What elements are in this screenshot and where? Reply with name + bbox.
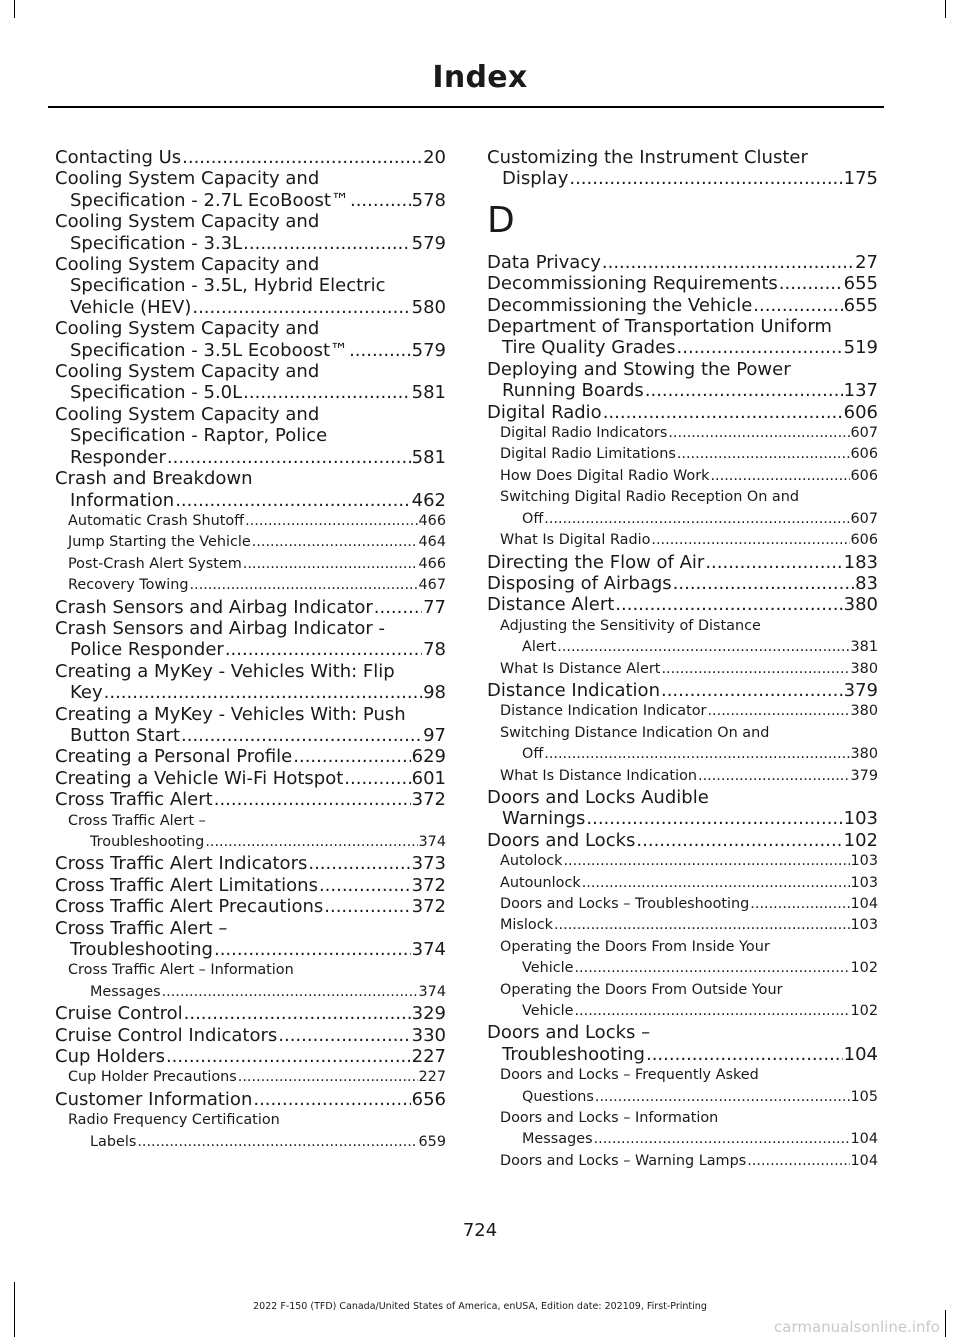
entry-page-number[interactable]: 656: [411, 1088, 446, 1110]
entry-page-number[interactable]: 20: [423, 147, 446, 168]
entry-page-number[interactable]: 98: [423, 682, 446, 704]
dot-leader: [698, 766, 850, 787]
entry-page-number[interactable]: 183: [843, 551, 878, 573]
entry-page-number[interactable]: 105: [850, 1088, 878, 1105]
entry-text: Cup Holder Precautions: [68, 1069, 237, 1086]
index-entry[interactable]: [55, 853, 446, 874]
entry-page-number[interactable]: 466: [418, 555, 446, 572]
watermark: carmanualsonline.info: [774, 1318, 940, 1336]
index-subentry[interactable]: [487, 1151, 878, 1172]
index-entry[interactable]: [487, 594, 878, 615]
dot-leader: [238, 1067, 418, 1088]
entry-text: Information: [70, 489, 175, 511]
entry-text: Off: [522, 510, 544, 527]
dot-leader: [189, 575, 417, 596]
dot-leader: [243, 233, 410, 254]
index-subentry[interactable]: [487, 851, 878, 872]
entry-text: Cross Traffic Alert –: [55, 917, 228, 939]
entry-page-number[interactable]: 578: [411, 189, 446, 211]
entry-text: Responder: [70, 446, 166, 468]
entry-text: Doors and Locks – Troubleshooting: [500, 896, 750, 912]
index-subentry[interactable]: [487, 723, 878, 766]
entry-text: Cross Traffic Alert Indicators: [55, 853, 308, 875]
entry-text: Specification - 2.7L EcoBoost™: [70, 189, 349, 211]
entry-text: Digital Radio Indicators: [500, 425, 668, 442]
entry-text: Operating the Doors From Outside Your: [500, 981, 783, 998]
entry-page-number[interactable]: 374: [418, 983, 446, 1000]
entry-page-number[interactable]: 372: [411, 789, 446, 811]
dot-leader: [544, 744, 849, 765]
index-entry[interactable]: [55, 1089, 446, 1110]
index-entry[interactable]: [487, 147, 878, 190]
entry-text: Doors and Locks –: [487, 1022, 651, 1044]
entry-page-number[interactable]: 379: [843, 679, 878, 701]
entry-page-number[interactable]: 330: [411, 1024, 446, 1046]
entry-page-number[interactable]: 607: [850, 510, 878, 527]
dot-leader: [137, 1132, 417, 1153]
entry-page-number[interactable]: 581: [411, 382, 446, 404]
entry-text: Crash and Breakdown: [55, 468, 253, 490]
index-subentry[interactable]: [55, 511, 446, 532]
index-subentry[interactable]: [487, 1108, 878, 1151]
entry-text: Creating a MyKey - Vehicles With: Push: [55, 703, 406, 725]
entry-text: Button Start: [70, 724, 180, 746]
dot-leader: [677, 337, 843, 358]
index-entry[interactable]: [55, 361, 446, 404]
entry-page-number[interactable]: 655: [843, 294, 878, 316]
index-entry[interactable]: [55, 404, 446, 468]
crop-mark-top-left: [14, 0, 15, 18]
entry-page-number[interactable]: 462: [411, 489, 446, 511]
entry-text: Autolock: [500, 853, 563, 870]
entry-text: Cooling System Capacity and: [55, 211, 320, 233]
index-entry[interactable]: [55, 1003, 446, 1024]
index-subentry[interactable]: [55, 1110, 446, 1153]
index-subentry[interactable]: [487, 616, 878, 659]
dot-leader: [166, 1046, 411, 1067]
index-subentry[interactable]: [487, 915, 878, 936]
entry-text: Switching Distance Indication On and: [500, 724, 770, 741]
dot-leader: [574, 1001, 849, 1022]
entry-text: Decommissioning Requirements: [487, 273, 778, 295]
entry-text: Troubleshooting: [502, 1043, 645, 1065]
index-entry[interactable]: [55, 318, 446, 361]
entry-text: Customizing the Instrument Cluster: [487, 147, 808, 168]
entry-text: Directing the Flow of Air: [487, 551, 705, 573]
index-subentry[interactable]: [55, 575, 446, 596]
index-entry[interactable]: [487, 359, 878, 402]
entry-text: Autounlock: [500, 874, 581, 891]
entry-text: Specification - 3.5L Ecoboost™: [70, 339, 349, 361]
page-title: Index: [432, 60, 528, 95]
dot-leader: [278, 1025, 410, 1046]
entry-text: Crash Sensors and Airbag Indicator: [55, 596, 373, 618]
entry-page-number[interactable]: 102: [850, 960, 878, 977]
dot-leader: [615, 594, 842, 615]
dot-leader: [544, 509, 849, 530]
entry-text: Messages: [522, 1131, 593, 1148]
entry-text: Cross Traffic Alert Precautions: [55, 896, 324, 918]
entry-page-number[interactable]: 380: [850, 746, 878, 763]
entry-text: Tire Quality Grades: [502, 337, 676, 359]
index-entry[interactable]: [55, 918, 446, 961]
dot-leader: [175, 490, 410, 511]
entry-page-number[interactable]: 659: [418, 1133, 446, 1150]
dot-leader: [253, 1089, 410, 1110]
entry-text: Specification - 5.0L: [70, 382, 243, 404]
dot-leader: [214, 789, 411, 810]
entry-page-number[interactable]: 104: [850, 1131, 878, 1148]
index-entry[interactable]: [55, 168, 446, 211]
dot-leader: [557, 637, 849, 658]
dot-leader: [225, 639, 422, 660]
dot-leader: [214, 939, 411, 960]
entry-text: Cup Holders: [55, 1046, 165, 1068]
index-subentry[interactable]: [487, 701, 878, 722]
dot-leader: [192, 297, 410, 318]
index-subentry[interactable]: [55, 554, 446, 575]
dot-leader: [350, 190, 411, 211]
dot-leader: [646, 1044, 843, 1065]
entry-page-number[interactable]: 579: [411, 232, 446, 254]
entry-text: Vehicle: [522, 960, 574, 977]
dot-leader: [779, 273, 843, 294]
entry-page-number[interactable]: 373: [411, 853, 446, 875]
entry-text: Distance Indication: [487, 679, 660, 701]
index-entry[interactable]: [55, 254, 446, 318]
index-entry[interactable]: [55, 875, 446, 896]
entry-page-number[interactable]: 655: [843, 273, 878, 295]
entry-page-number[interactable]: 579: [411, 339, 446, 361]
entry-text: Running Boards: [502, 380, 644, 402]
entry-page-number[interactable]: 104: [843, 1043, 878, 1065]
dot-leader: [104, 682, 422, 703]
entry-text: Alert: [522, 639, 557, 656]
entry-text: Deploying and Stowing the Power: [487, 358, 791, 380]
index-subentry[interactable]: [487, 766, 878, 787]
index-entry[interactable]: [55, 211, 446, 254]
entry-text: Cooling System Capacity and: [55, 318, 320, 340]
entry-text: Display: [502, 168, 569, 190]
entry-text: Crash Sensors and Airbag Indicator -: [55, 617, 385, 639]
entry-text: Doors and Locks – Information: [500, 1110, 719, 1127]
entry-text: What Is Distance Alert: [500, 660, 661, 677]
index-subentry[interactable]: [487, 980, 878, 1023]
entry-text: Customer Information: [55, 1088, 253, 1110]
dot-leader: [677, 444, 850, 465]
entry-page-number[interactable]: 83: [855, 572, 878, 594]
entry-text: Off: [522, 746, 544, 763]
section-letter: D: [487, 199, 515, 241]
entry-page-number[interactable]: 97: [423, 724, 446, 746]
index-entry[interactable]: [55, 147, 446, 168]
entry-page-number[interactable]: 77: [423, 596, 446, 618]
entry-page-number[interactable]: 374: [418, 834, 446, 850]
index-entry[interactable]: [487, 252, 878, 273]
entry-text: Messages: [90, 983, 161, 1000]
index-entry[interactable]: [487, 573, 878, 594]
index-entry[interactable]: [487, 295, 878, 316]
dot-leader: [205, 832, 417, 853]
entry-text: Vehicle: [522, 1003, 574, 1020]
dot-leader: [603, 402, 843, 423]
index-entry[interactable]: [55, 618, 446, 661]
index-subentry[interactable]: [487, 530, 878, 551]
dot-leader: [181, 725, 422, 746]
entry-text: Distance Alert: [487, 594, 615, 616]
entry-page-number[interactable]: 607: [850, 425, 878, 442]
dot-leader: [645, 380, 843, 401]
dot-leader: [594, 1129, 850, 1150]
dot-leader: [707, 701, 849, 722]
entry-text: Operating the Doors From Inside Your: [500, 938, 770, 955]
entry-page-number[interactable]: 103: [850, 874, 878, 891]
index-column-right: [487, 147, 878, 1172]
entry-text: Warnings: [502, 808, 586, 830]
entry-text: Cruise Control Indicators: [55, 1024, 278, 1046]
dot-leader: [753, 295, 842, 316]
index-subentry[interactable]: [55, 960, 446, 1003]
entry-text: Labels: [90, 1133, 137, 1150]
entry-text: Specification - Raptor, Police: [70, 425, 328, 447]
entry-text: Creating a Personal Profile: [55, 746, 293, 768]
dot-leader: [586, 808, 842, 829]
entry-page-number[interactable]: 464: [418, 534, 446, 551]
entry-text: Specification - 3.5L, Hybrid Electric: [70, 275, 386, 297]
dot-leader: [710, 466, 849, 487]
dot-leader: [554, 915, 850, 936]
dot-leader: [243, 554, 418, 575]
entry-page-number[interactable]: 580: [411, 296, 446, 318]
dot-leader: [747, 1151, 849, 1172]
dot-leader: [167, 447, 411, 468]
index-subentry[interactable]: [487, 487, 878, 530]
dot-leader: [582, 873, 850, 894]
entry-text: Cooling System Capacity and: [55, 254, 320, 276]
dot-leader: [184, 1003, 411, 1024]
index-subentry[interactable]: [55, 532, 446, 553]
index-entry[interactable]: [55, 468, 446, 511]
entry-text: Cooling System Capacity and: [55, 168, 320, 190]
dot-leader: [569, 168, 842, 189]
entry-text: What Is Distance Indication: [500, 767, 697, 784]
entry-page-number[interactable]: 380: [850, 660, 878, 677]
entry-text: Contacting Us: [55, 147, 182, 168]
entry-text: Decommissioning the Vehicle: [487, 294, 753, 316]
page-number: 724: [462, 1220, 498, 1241]
index-entry[interactable]: [55, 1046, 446, 1067]
entry-page-number[interactable]: 104: [850, 1152, 878, 1169]
index-subentry[interactable]: [487, 423, 878, 444]
index-column-left: [55, 147, 446, 1153]
entry-text: Cross Traffic Alert: [55, 789, 213, 811]
entry-text: Jump Starting the Vehicle: [68, 534, 251, 551]
entry-text: Adjusting the Sensitivity of Distance: [500, 617, 761, 634]
entry-text: Radio Frequency Certification: [68, 1112, 280, 1129]
entry-page-number[interactable]: 519: [843, 337, 878, 359]
entry-page-number[interactable]: 581: [411, 446, 446, 468]
dot-leader: [705, 552, 842, 573]
index-entry[interactable]: [487, 787, 878, 830]
dot-leader: [243, 382, 410, 403]
entry-text: What Is Digital Radio: [500, 532, 651, 549]
entry-text: Post-Crash Alert System: [68, 555, 242, 572]
dot-leader: [661, 680, 843, 701]
entry-text: Key: [70, 682, 103, 704]
index-subentry[interactable]: [487, 466, 878, 487]
dot-leader: [293, 746, 410, 767]
dot-leader: [661, 659, 849, 680]
entry-page-number[interactable]: 467: [418, 577, 446, 594]
index-subentry[interactable]: [487, 444, 878, 465]
entry-page-number[interactable]: 78: [423, 639, 446, 661]
entry-text: How Does Digital Radio Work: [500, 467, 710, 484]
entry-text: Automatic Crash Shutoff: [68, 512, 245, 529]
entry-page-number[interactable]: 104: [850, 896, 878, 912]
entry-text: Cruise Control: [55, 1003, 183, 1025]
index-entry[interactable]: [487, 273, 878, 294]
index-entry[interactable]: [55, 661, 446, 704]
entry-page-number[interactable]: 601: [411, 767, 446, 789]
index-subentry[interactable]: [487, 894, 878, 915]
entry-page-number[interactable]: 103: [850, 853, 878, 870]
entry-text: Disposing of Airbags: [487, 572, 672, 594]
entry-page-number[interactable]: 380: [850, 703, 878, 720]
entry-text: Digital Radio: [487, 401, 602, 423]
entry-text: Vehicle (HEV): [70, 296, 192, 318]
entry-page-number[interactable]: 606: [843, 401, 878, 423]
index-entry[interactable]: [55, 768, 446, 789]
entry-text: Cross Traffic Alert Limitations: [55, 874, 318, 896]
entry-page-number[interactable]: 227: [418, 1069, 446, 1086]
entry-text: Department of Transportation Uniform: [487, 316, 832, 338]
entry-text: Troubleshooting: [70, 939, 213, 961]
entry-text: Doors and Locks – Frequently Asked: [500, 1067, 759, 1084]
entry-text: Distance Indication Indicator: [500, 703, 707, 720]
dot-leader: [374, 597, 422, 618]
index-entry[interactable]: [55, 896, 446, 917]
entry-page-number[interactable]: 629: [411, 746, 446, 768]
entry-text: Questions: [522, 1088, 594, 1105]
entry-page-number[interactable]: 374: [411, 939, 446, 961]
entry-page-number[interactable]: 103: [843, 808, 878, 830]
entry-page-number[interactable]: 27: [855, 251, 878, 273]
index-entry[interactable]: [55, 1025, 446, 1046]
crop-mark-top-right: [945, 0, 946, 18]
dot-leader: [602, 252, 854, 273]
index-entry[interactable]: [55, 789, 446, 810]
index-subentry[interactable]: [487, 659, 878, 680]
dot-leader: [245, 511, 417, 532]
entry-page-number[interactable]: 329: [411, 1003, 446, 1025]
index-subentry[interactable]: [55, 1067, 446, 1088]
entry-text: Doors and Locks: [487, 829, 636, 851]
dot-leader: [182, 147, 422, 168]
index-entry[interactable]: [487, 680, 878, 701]
dot-leader: [319, 875, 411, 896]
entry-page-number[interactable]: 102: [843, 829, 878, 851]
entry-text: Cooling System Capacity and: [55, 361, 320, 383]
dot-leader: [324, 896, 410, 917]
footer-edition-info: 2022 F-150 (TFD) Canada/United States of America, enUSA, Edition date: 202109, First-Printing: [253, 1301, 707, 1312]
entry-page-number[interactable]: 175: [843, 168, 878, 190]
index-entry[interactable]: [55, 704, 446, 747]
dot-leader: [636, 830, 842, 851]
entry-page-number[interactable]: 381: [850, 639, 878, 656]
header-divider: [48, 106, 884, 108]
entry-text: Recovery Towing: [68, 577, 189, 594]
entry-page-number[interactable]: 606: [850, 446, 878, 463]
index-subentry[interactable]: [487, 937, 878, 980]
dot-leader: [344, 768, 410, 789]
entry-text: Creating a Vehicle Wi-Fi Hotspot: [55, 767, 344, 789]
entry-text: Doors and Locks – Warning Lamps: [500, 1152, 747, 1169]
dot-leader: [574, 958, 849, 979]
index-entry[interactable]: [487, 830, 878, 851]
index-subentry[interactable]: [487, 873, 878, 894]
dot-leader: [308, 853, 410, 874]
entry-page-number[interactable]: 606: [850, 467, 878, 484]
entry-text: Switching Digital Radio Reception On and: [500, 489, 800, 506]
index-subentry[interactable]: [487, 1065, 878, 1108]
entry-page-number[interactable]: 103: [850, 917, 878, 934]
entry-page-number[interactable]: 137: [843, 380, 878, 402]
dot-leader: [595, 1087, 850, 1108]
entry-page-number[interactable]: 227: [411, 1046, 446, 1068]
entry-page-number[interactable]: 379: [850, 767, 878, 784]
index-entry[interactable]: [487, 552, 878, 573]
entry-text: Cross Traffic Alert – Information: [68, 962, 294, 979]
dot-leader: [673, 573, 854, 594]
entry-page-number[interactable]: 380: [843, 594, 878, 616]
dot-leader: [349, 340, 411, 361]
index-subentry[interactable]: [55, 811, 446, 854]
index-entry[interactable]: [487, 1022, 878, 1065]
entry-text: Creating a MyKey - Vehicles With: Flip: [55, 660, 395, 682]
dot-leader: [252, 532, 418, 553]
entry-page-number[interactable]: 466: [418, 512, 446, 529]
crop-mark-bottom-right: [945, 1310, 946, 1337]
index-entry[interactable]: [55, 746, 446, 767]
entry-text: Doors and Locks Audible: [487, 786, 709, 808]
entry-text: Specification - 3.3L: [70, 232, 243, 254]
index-entry[interactable]: [487, 402, 878, 423]
entry-page-number[interactable]: 372: [411, 874, 446, 896]
entry-text: Police Responder: [70, 639, 224, 661]
entry-text: Cross Traffic Alert –: [68, 812, 206, 829]
dot-leader: [651, 530, 849, 551]
index-entry[interactable]: [487, 316, 878, 359]
dot-leader: [750, 894, 849, 915]
dot-leader: [563, 851, 849, 872]
entry-text: Data Privacy: [487, 251, 601, 273]
entry-page-number[interactable]: 372: [411, 896, 446, 918]
entry-page-number[interactable]: 102: [850, 1003, 878, 1020]
dot-leader: [162, 982, 418, 1003]
entry-text: Digital Radio Limitations: [500, 446, 676, 463]
entry-page-number[interactable]: 606: [850, 532, 878, 549]
entry-text: Cooling System Capacity and: [55, 403, 320, 425]
entry-text: Troubleshooting: [90, 834, 205, 850]
index-entry[interactable]: [55, 597, 446, 618]
dot-leader: [668, 423, 849, 444]
entry-text: Mislock: [500, 917, 553, 934]
